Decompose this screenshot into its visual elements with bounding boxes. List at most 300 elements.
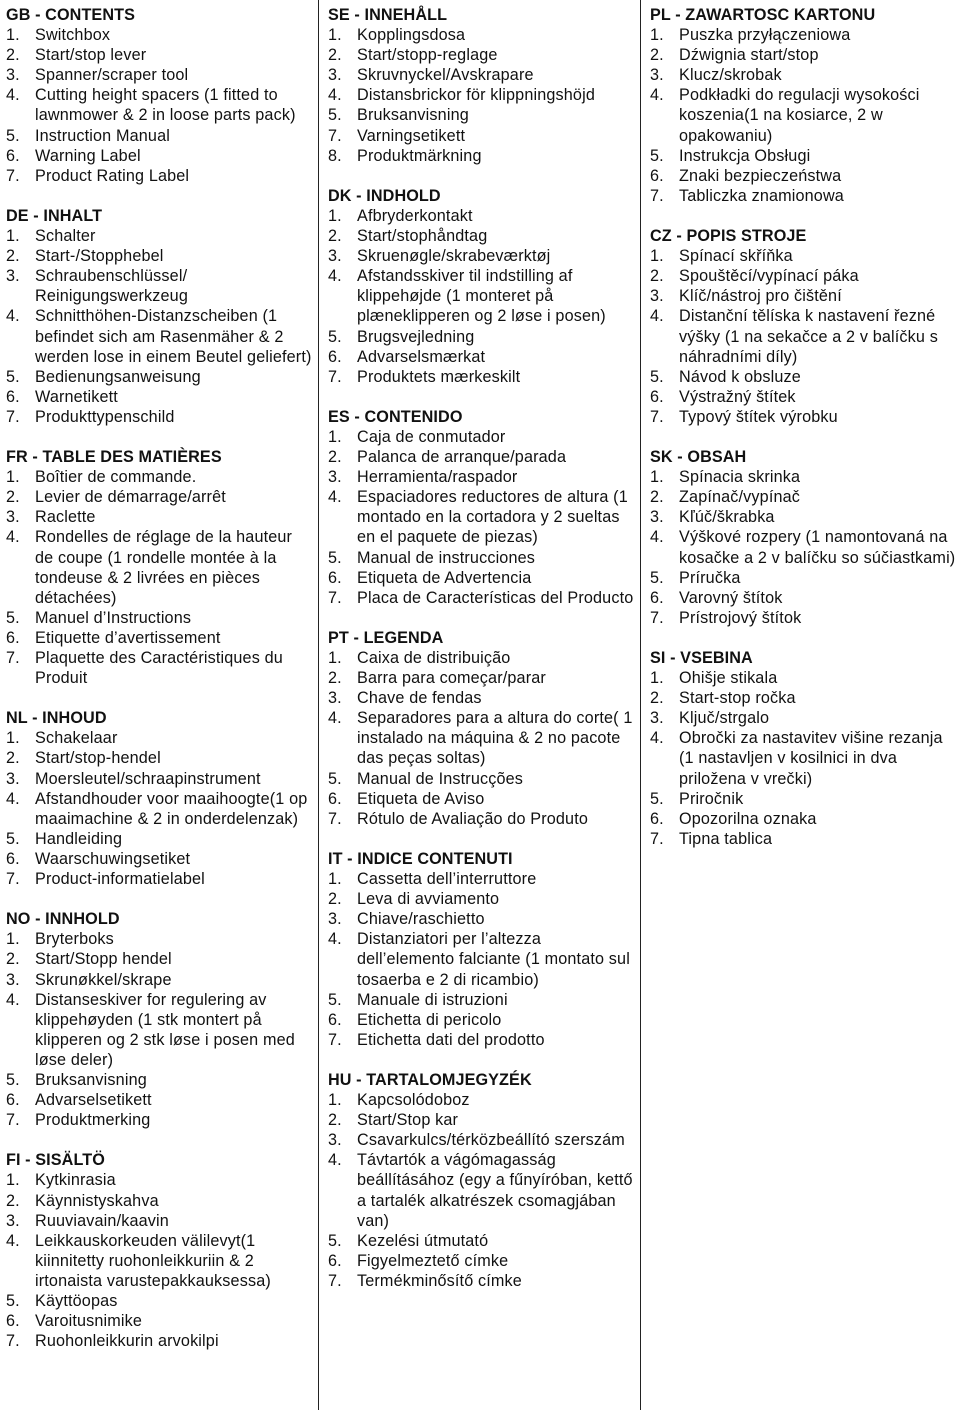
item-number: 2. <box>328 46 342 65</box>
contents-section <box>6 1150 314 1351</box>
list-item <box>328 467 636 487</box>
section-title: PT - LEGENDA <box>328 628 444 647</box>
list-item <box>6 769 314 789</box>
item-text: Ključ/strgalo <box>679 709 770 728</box>
item-number: 5. <box>6 367 20 386</box>
item-number: 5. <box>328 769 342 788</box>
item-number: 1. <box>328 649 342 667</box>
item-number: 8. <box>328 146 342 165</box>
item-number: 7. <box>650 407 664 426</box>
item-text: Leikkauskorkeuden välilevyt(1 kiinnitetty ruohonleikkuriin & 2 irtonaista varustepakkauksessa) <box>35 1231 271 1290</box>
item-text: Podkładki do regulacji wysokości koszenia(1 na kosiarce, 2 w opakowaniu) <box>679 86 920 145</box>
section-title: FR - TABLE DES MATIÈRES <box>6 448 222 467</box>
column-2 <box>328 5 636 1311</box>
list-item <box>650 306 956 366</box>
list-item <box>328 990 636 1010</box>
list-item <box>6 1291 314 1311</box>
item-number: 4. <box>650 86 664 105</box>
item-text: Caixa de distribuição <box>357 649 511 667</box>
item-text: Start/stopp-reglage <box>357 46 498 65</box>
item-number: 3. <box>328 66 342 85</box>
item-text: Bruksanvisning <box>35 1070 147 1089</box>
item-text: Skruvnyckel/Avskrapare <box>357 66 534 85</box>
contents-section <box>650 226 956 427</box>
item-number: 1. <box>650 247 664 266</box>
item-number: 6. <box>328 347 342 366</box>
section-title: SK - OBSAH <box>650 448 747 467</box>
item-text: Prístrojový štítok <box>679 608 802 627</box>
list-item <box>328 1231 636 1251</box>
item-text: Távtartók a vágómagasság beállításához (egy a fűnyíróban, kettő a tartalék alkatrészek csomagjában van) <box>357 1151 633 1230</box>
list-item <box>328 789 636 809</box>
item-number: 7. <box>328 588 342 607</box>
list-item <box>650 25 956 45</box>
list-item <box>650 407 956 427</box>
item-number: 7. <box>6 1111 20 1130</box>
item-number: 2. <box>328 227 342 246</box>
contents-list <box>6 1170 314 1351</box>
list-item <box>650 146 956 166</box>
item-number: 1. <box>650 26 664 45</box>
list-item <box>650 668 956 688</box>
section-title: ES - CONTENIDO <box>328 407 463 426</box>
list-item <box>328 688 636 708</box>
list-item <box>650 728 956 788</box>
list-item <box>328 588 636 608</box>
item-number: 3. <box>650 709 664 728</box>
list-item <box>6 648 314 688</box>
contents-section <box>650 5 956 206</box>
list-item <box>328 909 636 929</box>
item-number: 2. <box>650 267 664 286</box>
item-text: Produktmerking <box>35 1111 151 1130</box>
list-item <box>328 1010 636 1030</box>
list-item <box>328 1271 636 1291</box>
list-item <box>6 728 314 748</box>
item-number: 3. <box>6 970 20 989</box>
contents-section <box>6 708 314 889</box>
item-text: Chave de fendas <box>357 689 482 708</box>
list-item <box>650 568 956 588</box>
list-item <box>328 869 636 889</box>
list-item <box>328 929 636 989</box>
list-item <box>650 246 956 266</box>
section-title: HU - TARTALOMJEGYZÉK <box>328 1070 532 1089</box>
item-number: 6. <box>6 146 20 165</box>
item-number: 7. <box>6 649 20 667</box>
list-item <box>328 146 636 166</box>
item-text: Schraubenschlüssel/ Reinigungswerkzeug <box>35 267 188 306</box>
item-text: Tipna tablica <box>679 829 773 848</box>
contents-list <box>6 728 314 889</box>
item-number: 6. <box>6 1312 20 1331</box>
item-number: 4. <box>6 990 20 1009</box>
list-item <box>6 507 314 527</box>
list-item <box>6 990 314 1070</box>
item-text: Distanziatori per l’altezza dell’elemento falciante (1 montato sul tosaerba e 2 di ricambio) <box>357 930 630 989</box>
item-text: Ruohonleikkurin arvokilpi <box>35 1332 219 1351</box>
item-text: Barra para começar/parar <box>357 669 546 688</box>
list-item <box>6 789 314 829</box>
section-title: IT - INDICE CONTENUTI <box>328 849 513 868</box>
item-text: Etichetta di pericolo <box>357 1010 502 1029</box>
contents-section <box>6 909 314 1130</box>
item-number: 2. <box>6 488 20 507</box>
item-number: 3. <box>328 689 342 708</box>
list-item <box>650 608 956 628</box>
item-text: Distansbrickor för klippningshöjd <box>357 86 595 105</box>
item-number: 4. <box>328 488 342 507</box>
item-number: 7. <box>328 1030 342 1049</box>
item-text: Manuale di istruzioni <box>357 990 508 1009</box>
item-number: 6. <box>328 1010 342 1029</box>
item-number: 4. <box>650 307 664 326</box>
list-item <box>6 487 314 507</box>
item-text: Kľúč/škrabka <box>679 508 775 527</box>
item-number: 4. <box>6 1231 20 1250</box>
item-text: Bedienungsanweisung <box>35 367 201 386</box>
item-text: Rondelles de réglage de la hauteur de coupe (1 rondelle montée à la tondeuse & 2 livrées en pièces détachées) <box>35 528 293 607</box>
item-number: 7. <box>328 367 342 386</box>
section-title: DE - INHALT <box>6 206 103 225</box>
list-item <box>6 146 314 166</box>
item-number: 3. <box>6 267 20 286</box>
section-title: NO - INNHOLD <box>6 910 120 929</box>
item-number: 4. <box>328 709 342 728</box>
item-text: Spínací skříňka <box>679 247 793 266</box>
item-text: Boîtier de commande. <box>35 468 197 487</box>
item-text: Typový štítek výrobku <box>679 407 838 426</box>
item-text: Znaki bezpieczeństwa <box>679 166 842 185</box>
item-number: 4. <box>6 86 20 105</box>
item-number: 1. <box>6 468 20 487</box>
item-number: 1. <box>6 227 20 246</box>
item-number: 3. <box>650 66 664 85</box>
item-text: Instruction Manual <box>35 126 170 145</box>
list-item <box>6 1311 314 1331</box>
contents-list <box>6 467 314 688</box>
item-text: Switchbox <box>35 26 111 45</box>
item-text: Figyelmeztető címke <box>357 1251 509 1270</box>
item-number: 7. <box>6 407 20 426</box>
item-number: 3. <box>650 287 664 306</box>
contents-list <box>650 246 956 427</box>
item-number: 3. <box>6 1211 20 1230</box>
list-item <box>328 85 636 105</box>
item-text: Start/stop-hendel <box>35 749 161 768</box>
item-text: Manuel d’Instructions <box>35 608 192 627</box>
list-item <box>650 809 956 829</box>
item-text: Etichetta dati del prodotto <box>357 1030 545 1049</box>
item-number: 5. <box>650 789 664 808</box>
list-item <box>328 105 636 125</box>
item-text: Produkttypenschild <box>35 407 175 426</box>
item-number: 6. <box>6 1091 20 1110</box>
item-number: 5. <box>328 106 342 125</box>
item-text: Start-/Stopphebel <box>35 247 164 266</box>
contents-section <box>328 5 636 166</box>
item-text: Zapínač/vypínač <box>679 488 801 507</box>
item-text: Afstandhouder voor maaihoogte(1 op maaimachine & 2 in onderdelenzak) <box>35 789 308 828</box>
item-number: 6. <box>650 809 664 828</box>
list-item <box>328 1090 636 1110</box>
item-text: Varoitusnimike <box>35 1312 143 1331</box>
list-item <box>6 929 314 949</box>
list-item <box>650 487 956 507</box>
item-text: Varovný štítok <box>679 588 783 607</box>
item-text: Leva di avviamento <box>357 890 500 909</box>
list-item <box>6 1211 314 1231</box>
item-text: Waarschuwingsetiket <box>35 849 191 868</box>
list-item <box>328 769 636 789</box>
list-item <box>650 286 956 306</box>
item-text: Opozorilna oznaka <box>679 809 817 828</box>
contents-section <box>328 407 636 608</box>
list-item <box>328 347 636 367</box>
list-item <box>6 246 314 266</box>
contents-list <box>328 25 636 166</box>
item-number: 4. <box>6 307 20 326</box>
list-item <box>328 206 636 226</box>
item-text: Product-informatielabel <box>35 870 205 889</box>
list-item <box>328 447 636 467</box>
item-text: Manual de instrucciones <box>357 548 536 567</box>
item-text: Schalter <box>35 227 96 246</box>
item-number: 1. <box>6 729 20 748</box>
column-1 <box>6 5 314 1371</box>
item-text: Csavarkulcs/térközbeállító szerszám <box>357 1131 625 1150</box>
item-text: Distanseskiver for regulering av klippehøyden (1 stk montert på klipperen og 2 stk løse i posen med løse deler) <box>35 990 295 1069</box>
list-item <box>328 246 636 266</box>
list-item <box>6 166 314 186</box>
list-item <box>6 849 314 869</box>
item-text: Start/stophåndtag <box>357 227 488 246</box>
list-item <box>6 748 314 768</box>
list-item <box>6 1191 314 1211</box>
item-text: Kezelési útmutató <box>357 1231 489 1250</box>
section-title: FI - SISÄLTÖ <box>6 1151 105 1170</box>
list-item <box>6 126 314 146</box>
item-text: Käyttöopas <box>35 1292 118 1310</box>
item-number: 3. <box>6 769 20 788</box>
list-item <box>6 608 314 628</box>
item-number: 6. <box>6 628 20 647</box>
item-text: Chiave/raschietto <box>357 910 485 929</box>
list-item <box>6 387 314 407</box>
item-number: 4. <box>328 1151 342 1170</box>
item-number: 5. <box>328 1231 342 1250</box>
item-number: 5. <box>650 568 664 587</box>
section-title: GB - CONTENTS <box>6 6 135 24</box>
list-item <box>650 829 956 849</box>
item-text: Puszka przyłączeniowa <box>679 26 851 45</box>
item-number: 2. <box>6 247 20 266</box>
item-number: 1. <box>6 26 20 45</box>
list-item <box>650 186 956 206</box>
item-text: Handleiding <box>35 829 123 848</box>
contents-section <box>6 447 314 688</box>
item-number: 7. <box>6 870 20 889</box>
item-text: Skruenøgle/skrabeværktøj <box>357 247 551 266</box>
contents-section <box>328 849 636 1050</box>
item-text: Priročnik <box>679 789 744 808</box>
item-text: Manual de Instrucções <box>357 769 524 788</box>
contents-list <box>650 467 956 628</box>
item-number: 4. <box>328 86 342 105</box>
item-number: 3. <box>6 508 20 527</box>
list-item <box>328 226 636 246</box>
item-text: Product Rating Label <box>35 166 190 185</box>
list-item <box>6 970 314 990</box>
item-text: Herramienta/raspador <box>357 468 518 487</box>
column-divider <box>640 0 641 1410</box>
item-text: Návod k obsluze <box>679 367 801 386</box>
item-text: Start/stop lever <box>35 46 147 65</box>
item-text: Plaquette des Caractéristiques du Produit <box>35 649 283 688</box>
list-item <box>328 1130 636 1150</box>
contents-list <box>650 668 956 849</box>
list-item <box>6 85 314 125</box>
item-number: 1. <box>328 1091 342 1110</box>
item-text: Skrunøkkel/skrape <box>35 970 172 989</box>
list-item <box>650 708 956 728</box>
item-number: 6. <box>650 588 664 607</box>
item-text: Käynnistyskahva <box>35 1191 159 1210</box>
list-item <box>650 507 956 527</box>
list-item <box>6 226 314 246</box>
item-number: 5. <box>6 608 20 627</box>
contents-section <box>6 206 314 427</box>
item-number: 4. <box>6 528 20 547</box>
list-item <box>328 427 636 447</box>
item-text: Bruksanvisning <box>357 106 469 125</box>
list-item <box>328 126 636 146</box>
item-text: Tabliczka znamionowa <box>679 186 844 205</box>
item-text: Výškové rozpery (1 namontovaná na kosačke a 2 v balíčku so súčiastkami) <box>679 528 956 567</box>
item-number: 2. <box>6 1191 20 1210</box>
list-item <box>328 327 636 347</box>
item-number: 2. <box>6 46 20 65</box>
contents-section <box>328 186 636 387</box>
list-item <box>6 467 314 487</box>
item-text: Ohišje stikala <box>679 669 778 688</box>
section-title: NL - INHOUD <box>6 709 107 728</box>
list-item <box>650 527 956 567</box>
item-text: Distanční tělíska k nastavení řezné výšky (1 na sekačce a 2 v balíčku s náhradními díly) <box>679 307 938 366</box>
item-text: Start/Stopp hendel <box>35 950 172 969</box>
item-number: 2. <box>6 950 20 969</box>
list-item <box>328 45 636 65</box>
list-item <box>650 367 956 387</box>
item-text: Warnetikett <box>35 387 118 406</box>
item-number: 2. <box>328 890 342 909</box>
item-text: Varningsetikett <box>357 126 466 145</box>
item-number: 7. <box>328 126 342 145</box>
list-item <box>328 708 636 768</box>
list-item <box>328 648 636 668</box>
item-text: Ruuviavain/kaavin <box>35 1211 169 1230</box>
list-item <box>328 1251 636 1271</box>
item-number: 5. <box>6 1070 20 1089</box>
list-item <box>328 548 636 568</box>
list-item <box>6 1090 314 1110</box>
item-number: 1. <box>328 26 342 45</box>
list-item <box>328 809 636 829</box>
item-number: 6. <box>6 387 20 406</box>
item-number: 2. <box>650 488 664 507</box>
item-text: Spouštěcí/vypínací páka <box>679 267 859 286</box>
list-item <box>6 869 314 889</box>
item-number: 2. <box>650 689 664 708</box>
item-text: Warning Label <box>35 146 141 165</box>
item-text: Obročki za nastavitev višine rezanja (1 nastavljen v kosilnici in dva priložena v vrečki) <box>679 729 943 788</box>
list-item <box>6 306 314 366</box>
list-item <box>6 1070 314 1090</box>
list-item <box>6 367 314 387</box>
list-item <box>6 266 314 306</box>
item-text: Rótulo de Avaliação do Produto <box>357 809 588 828</box>
item-number: 2. <box>328 669 342 688</box>
item-text: Start/Stop kar <box>357 1111 459 1130</box>
section-title: DK - INDHOLD <box>328 186 441 205</box>
list-item <box>650 467 956 487</box>
contents-list <box>328 1090 636 1291</box>
item-text: Levier de démarrage/arrêt <box>35 488 226 507</box>
item-number: 3. <box>328 247 342 266</box>
item-text: Placa de Características del Producto <box>357 588 634 607</box>
item-text: Palanca de arranque/parada <box>357 448 567 467</box>
item-text: Afbryderkontakt <box>357 206 473 225</box>
list-item <box>650 688 956 708</box>
list-item <box>650 789 956 809</box>
item-number: 7. <box>328 1271 342 1290</box>
list-item <box>328 367 636 387</box>
list-item <box>6 1231 314 1291</box>
item-number: 6. <box>650 387 664 406</box>
item-text: Spínacia skrinka <box>679 468 801 487</box>
item-number: 5. <box>6 1292 20 1310</box>
contents-list <box>328 648 636 829</box>
item-text: Produktmärkning <box>357 146 482 165</box>
list-item <box>328 668 636 688</box>
list-item <box>6 65 314 85</box>
section-title: SE - INNEHÅLL <box>328 6 448 24</box>
list-item <box>6 527 314 607</box>
item-number: 3. <box>328 910 342 929</box>
list-item <box>328 487 636 547</box>
list-item <box>650 588 956 608</box>
list-item <box>328 65 636 85</box>
contents-section <box>6 5 314 186</box>
item-number: 1. <box>6 1171 20 1190</box>
item-number: 6. <box>328 789 342 808</box>
item-text: Klucz/skrobak <box>679 66 782 85</box>
item-number: 2. <box>6 749 20 768</box>
list-item <box>650 266 956 286</box>
item-number: 7. <box>650 608 664 627</box>
list-item <box>6 25 314 45</box>
item-text: Afstandsskiver til indstilling af klippehøjde (1 monteret på plæneklipperen og 2 løse i posen) <box>357 267 606 326</box>
contents-list <box>6 929 314 1130</box>
item-number: 3. <box>328 1131 342 1150</box>
item-number: 2. <box>328 448 342 467</box>
item-number: 1. <box>328 427 342 446</box>
item-text: Etiqueta de Advertencia <box>357 568 532 587</box>
item-number: 6. <box>328 1251 342 1270</box>
section-title: PL - ZAWARTOSC KARTONU <box>650 6 876 24</box>
list-item <box>328 568 636 588</box>
item-number: 7. <box>6 1332 20 1351</box>
